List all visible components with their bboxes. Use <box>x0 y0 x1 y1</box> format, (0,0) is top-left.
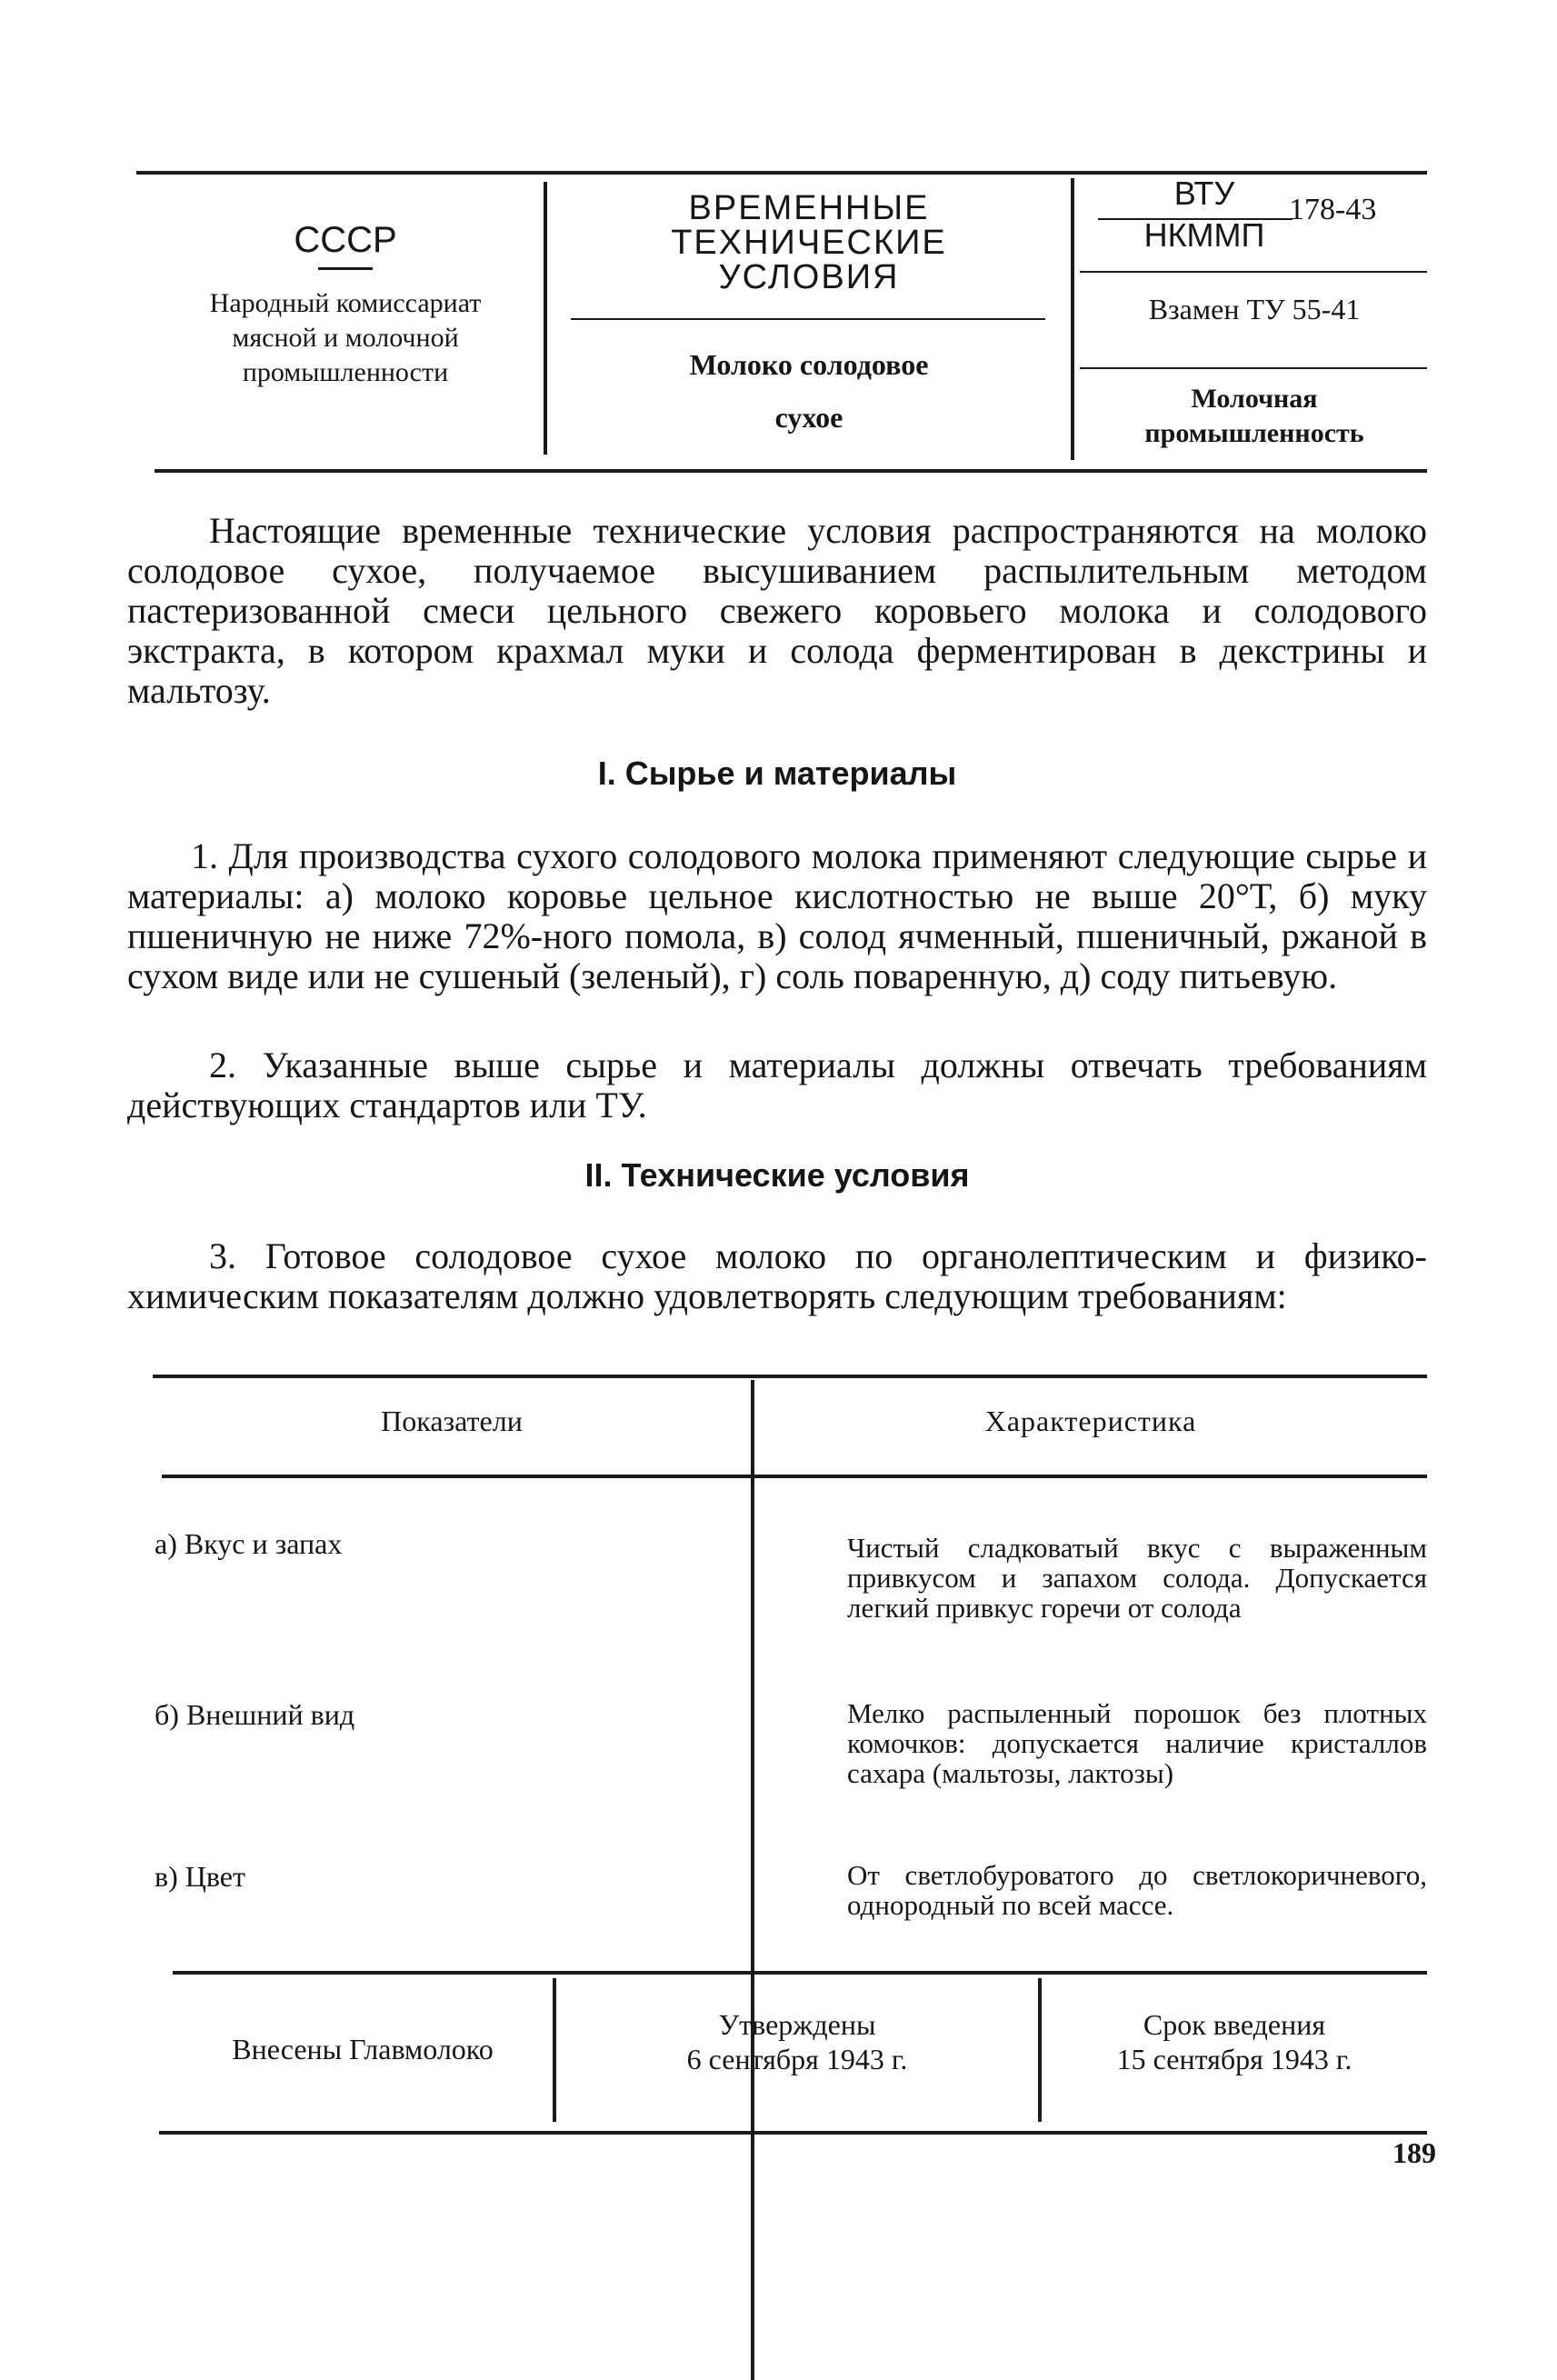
intro-paragraph: Настоящие временные технические условия распространяются на молоко солодовое сухое, получаемое высушиванием распылительным методом пастеризованной смеси цельного свежего коровьего молока и солодового экстракта, в котором крахмал муки и солода ферментирован в декстрины и мальтозу. <box>127 510 1427 711</box>
header-divider-2 <box>1071 178 1074 460</box>
footer-effective-line-1: Срок введения <box>1143 2008 1326 2041</box>
table-header-indicators: Показатели <box>381 1405 523 1437</box>
table-top-rule <box>153 1375 1427 1378</box>
header-mid-rule <box>571 318 1045 320</box>
product-name <box>564 338 1054 444</box>
section-2-title: II. Технические условия <box>584 1156 970 1194</box>
footer-approved-line-2: 6 сентября 1943 г. <box>686 2043 908 2075</box>
table-col-divider <box>751 1380 754 2380</box>
table-row-3-name: в) Цвет <box>155 1860 245 1893</box>
org-line-2: мясной и молочной <box>232 323 459 353</box>
code-bottom: НКММП <box>1143 216 1265 254</box>
industry-label <box>1082 382 1427 451</box>
table-header-characteristic: Характеристика <box>984 1405 1197 1437</box>
doc-type-line-2: ТЕХНИЧЕСКИЕ <box>671 224 947 262</box>
section-1-paragraph-1: 1. Для производства сухого солодового молока применяют следующие сырье и материалы: а) молоко коровье цельное кислотностью не выше 20°Т, б) муку пшеничную не ниже 72%-ного помола, в) солод ячменный, пшеничный, ржаной в сухом виде или не сушеный (зеленый), г) соль поваренную, д) соду питьевую. <box>127 835 1427 996</box>
footer-approved-line-1: Утверждены <box>718 2008 876 2041</box>
product-line-2: сухое <box>774 401 843 434</box>
doc-type-line-1: ВРЕМЕННЫЕ <box>688 189 930 227</box>
org-line-1: Народный комиссариат <box>209 288 482 318</box>
org-line-3: промышленности <box>242 357 449 387</box>
code-top: ВТУ <box>1173 175 1235 212</box>
replaces-label: Взамен ТУ 55-41 <box>1148 293 1361 325</box>
table-row-1-name: а) Вкус и запах <box>155 1527 343 1560</box>
product-line-1: Молоко солодовое <box>689 348 929 381</box>
country-dash <box>318 267 373 270</box>
footer-top-rule <box>173 1971 1427 1975</box>
table-row-1-desc: Чистый сладковатый вкус с выраженным привкусом и запахом солода. Допускается легкий привкус горечи от солода <box>847 1532 1427 1624</box>
doc-type-line-3: УСЛОВИЯ <box>718 258 900 296</box>
footer-effective <box>1042 2007 1427 2076</box>
header-right-rule-1 <box>1080 271 1427 273</box>
section-2-paragraph-3: 3. Готовое солодовое сухое молоко по органолептическим и физико-химическим показателям должно удовлетворять следующим требованиям: <box>127 1235 1427 1316</box>
code-number: 178-43 <box>1289 193 1377 226</box>
header-right-rule-2 <box>1080 367 1427 369</box>
footer-submitted: Внесены Главмолоко <box>232 2033 494 2065</box>
section-1-title: I. Сырье и материалы <box>597 755 957 792</box>
table-row-3-desc: От светлобуроватого до светлокоричневого, однородный по всей массе. <box>847 1859 1427 1921</box>
footer-approved <box>556 2007 1038 2076</box>
table-row-2-desc: Мелко распыленный порошок без плотных комочков: допускается наличие кристаллов сахара (мальтозы, лактозы) <box>847 1697 1427 1789</box>
doc-type <box>564 191 1054 295</box>
header-bottom-rule <box>155 469 1427 473</box>
header-organization <box>145 218 545 390</box>
section-1-paragraph-2: 2. Указанные выше сырье и материалы должны отвечать требованиям действующих стандартов или ТУ. <box>127 1045 1427 1125</box>
industry-line-2: промышленность <box>1144 418 1364 448</box>
page-number: 189 <box>1392 2136 1436 2169</box>
footer-bottom-rule <box>159 2131 1427 2135</box>
table-row-2-name: б) Внешний вид <box>155 1698 355 1731</box>
footer-effective-line-2: 15 сентября 1943 г. <box>1116 2043 1352 2075</box>
country-label: СССР <box>294 220 397 260</box>
table-header-rule <box>162 1475 1427 1478</box>
industry-line-1: Молочная <box>1191 384 1318 414</box>
